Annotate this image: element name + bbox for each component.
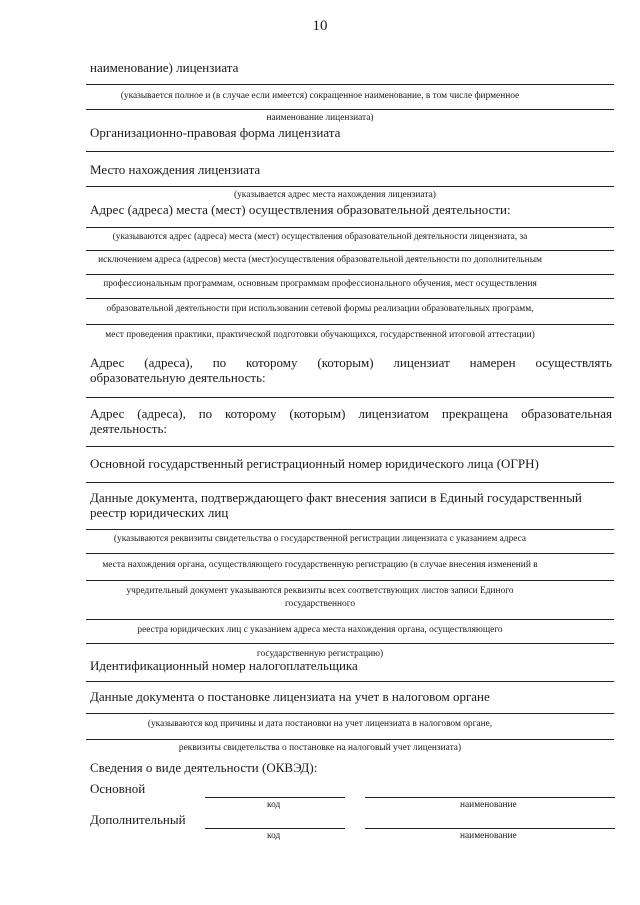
planned-address-label-2: образовательную деятельность: <box>90 370 266 385</box>
hint-name: (указывается полное и (в случае если имеется) сокращенное наименование, в том числе фирменное <box>120 91 520 101</box>
okved-main-name-hint: наименование <box>460 800 517 810</box>
location-label: Место нахождения лицензиата <box>90 162 261 177</box>
okved-label: Сведения о виде деятельности (ОКВЭД): <box>90 760 318 775</box>
hint-egrul-2: места нахождения органа, осуществляющего государственную регистрацию (в случае внесения изменений в <box>102 560 538 570</box>
terminated-address-label: Адрес (адреса), по которому (которым) лицензиатом прекращена образовательная <box>90 406 612 421</box>
hint-name-end: наименование лицензиата) <box>266 113 374 123</box>
rule <box>86 84 614 85</box>
rule <box>205 797 345 798</box>
hint-egrul-4: государственного <box>284 599 356 609</box>
rule <box>86 109 614 110</box>
planned-address-label: Адрес (адреса), по которому (которым) лицензиат намерен осуществлять <box>90 355 612 370</box>
rule <box>86 298 614 299</box>
rule <box>86 619 614 620</box>
rule <box>86 580 614 581</box>
terminated-address-label-2: деятельность: <box>90 421 168 436</box>
rule <box>205 828 345 829</box>
hint-activity-5: мест проведения практики, практической подготовки обучающихся, государственной итоговой аттестации) <box>105 330 535 340</box>
hint-egrul-3: учредительный документ указываются реквизиты всех соответствующих листов записи Единого <box>126 586 514 596</box>
rule <box>86 482 614 483</box>
hint-activity-2: исключением адреса (адресов) места (мест)осуществления образовательной деятельности по дополнительным <box>98 255 542 265</box>
rule <box>86 739 614 740</box>
okved-extra-code-hint: код <box>267 831 281 841</box>
hint-egrul-5: реестра юридических лиц с указанием адреса места нахождения органа, осуществляющего <box>137 625 503 635</box>
okved-main-label: Основной <box>90 781 146 796</box>
hint-tax-2: реквизиты свидетельства о постановке на налоговый учет лицензиата) <box>178 743 462 753</box>
okved-main-code-hint: код <box>267 800 281 810</box>
hint-activity-1: (указываются адрес (адреса) места (мест) осуществления образовательной деятельности лицензиата, за <box>112 232 528 242</box>
hint-egrul-1: (указываются реквизиты свидетельства о государственной регистрации лицензиата с указанием адреса <box>113 534 527 544</box>
rule <box>86 250 614 251</box>
rule <box>86 681 614 682</box>
rule <box>365 797 615 798</box>
tax-doc-label: Данные документа о постановке лицензиата на учет в налоговом органе <box>90 689 490 704</box>
rule <box>365 828 615 829</box>
rule <box>86 397 614 398</box>
hint-tax-1: (указываются код причины и дата постановки на учет лицензиата в налоговом органе, <box>147 719 493 729</box>
rule <box>86 151 614 152</box>
hint-activity-4: образовательной деятельности при использовании сетевой формы реализации образовательных программ, <box>106 304 534 314</box>
egrul-doc-label: Данные документа, подтверждающего факт внесения записи в Единый государственный <box>90 490 582 505</box>
rule <box>86 274 614 275</box>
rule <box>86 446 614 447</box>
page-number: 10 <box>312 18 328 34</box>
legal-form-label: Организационно-правовая форма лицензиата <box>90 125 341 140</box>
hint-location: (указывается адрес места нахождения лицензиата) <box>234 190 436 200</box>
okved-extra-name-hint: наименование <box>460 831 517 841</box>
hint-activity-3: профессиональным программам, основным программам профессионального обучения, мест осуществления <box>103 279 537 289</box>
rule <box>86 529 614 530</box>
inn-label: Идентификационный номер налогоплательщика <box>90 658 358 673</box>
hint-egrul-6: государственную регистрацию) <box>256 649 384 659</box>
egrul-doc-label-2: реестр юридических лиц <box>90 505 229 520</box>
rule <box>86 643 614 644</box>
rule <box>86 227 614 228</box>
activity-address-label: Адрес (адреса) места (мест) осуществления образовательной деятельности: <box>90 202 511 217</box>
rule <box>86 186 614 187</box>
rule <box>86 324 614 325</box>
rule <box>86 553 614 554</box>
ogrn-label: Основной государственный регистрационный номер юридического лица (ОГРН) <box>90 456 539 471</box>
rule <box>86 713 614 714</box>
licensee-name-label-end: наименование) лицензиата <box>90 60 239 75</box>
okved-extra-label: Дополнительный <box>90 812 186 827</box>
